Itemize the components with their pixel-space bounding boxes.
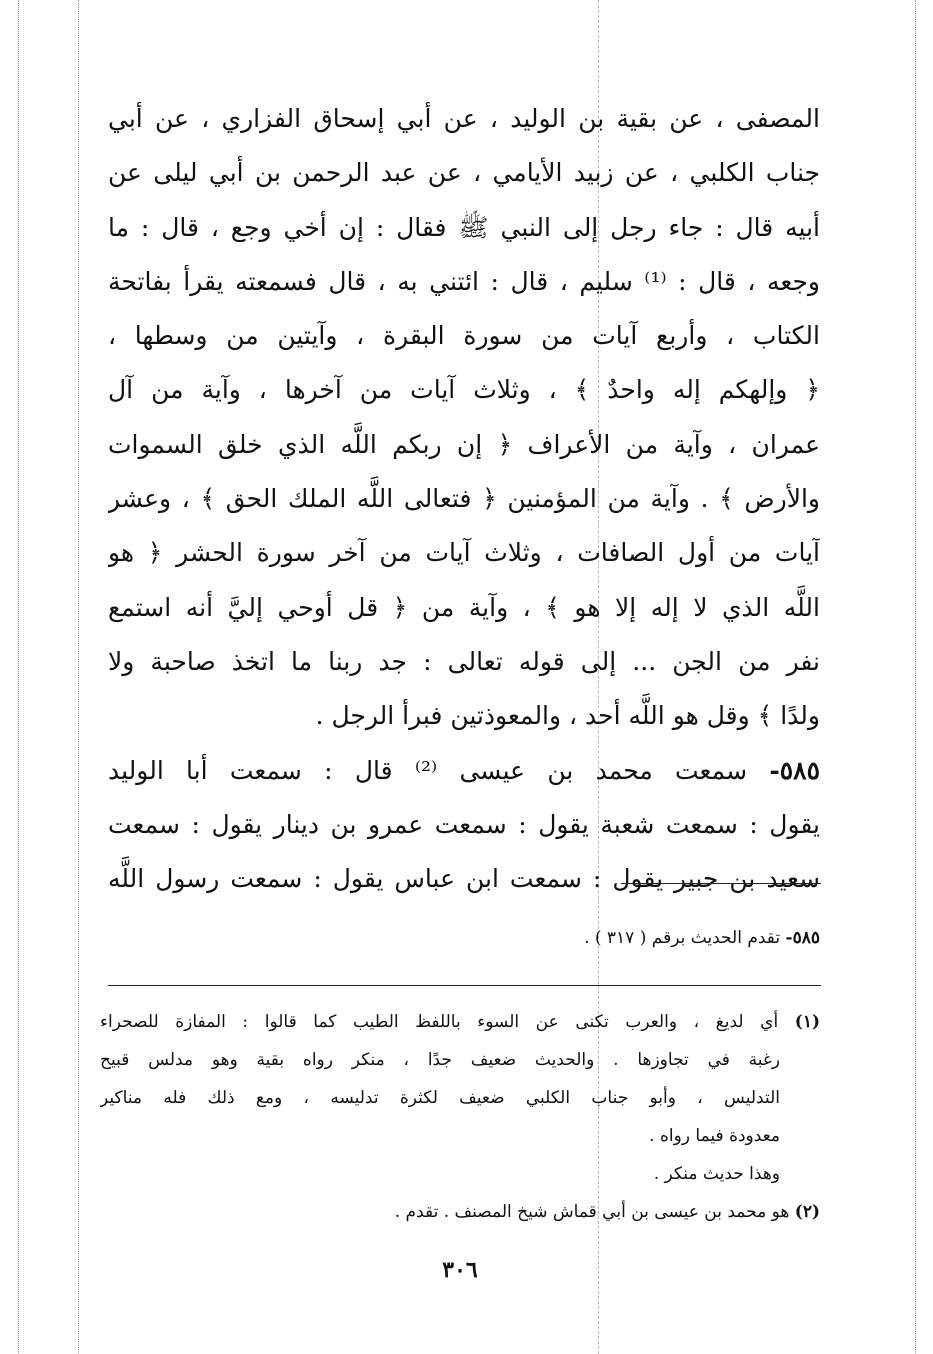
- text-line: عمران ، وآية من الأعراف ﴿ إن ربكم اللَّه الذي خلق السموات: [108, 429, 820, 459]
- hadith-line-text: سمعت محمد بن عيسى ⁽²⁾ قال : سمعت أبا الوليد: [108, 755, 748, 785]
- footnote-1-marker: (١): [794, 1012, 820, 1032]
- text-line: ﴿ وإلهكم إله واحدٌ ﴾ ، وثلاث آيات من آخرها ، وآية من آل: [108, 375, 820, 405]
- footnote-1-extra: وهذا حديث منكر .: [653, 1164, 780, 1184]
- right-margin-line: [915, 0, 916, 1354]
- hadith-note: [108, 920, 820, 956]
- left-margin-line: [18, 0, 19, 1354]
- left-inner-margin-line: [78, 0, 79, 1354]
- page-number: ٣٠٦: [442, 1257, 478, 1283]
- text-line: سعيد بن جبير يقول : سمعت ابن عباس يقول : سمعت رسول اللَّه: [108, 864, 820, 894]
- text-line: وجعه ، قال : ⁽¹⁾ سليم ، قال : ائتني به ، قال فسمعته يقرأ بفاتحة: [108, 266, 820, 296]
- hadith-note-divider: [621, 883, 821, 884]
- text-line: نفر من الجن ... إلى قوله تعالى : جد ربنا ما اتخذ صاحبة ولا: [108, 646, 820, 676]
- footnote-2-marker: (٢): [794, 1202, 820, 1222]
- hadith-note-text: تقدم الحديث برقم ( ٣١٧ ) .: [584, 928, 781, 948]
- text-line: آيات من أول الصافات ، وثلاث آيات من آخر سورة الحشر ﴿ هو: [108, 538, 820, 568]
- footnotes-divider: [108, 985, 821, 986]
- footnote-1-text: أي لديغ ، والعرب تكنى عن السوء باللفظ الطيب كما قالوا : المفازة للصحراء: [100, 1012, 779, 1032]
- footnotes: [100, 1003, 820, 1231]
- main-text: [108, 92, 820, 906]
- hadith-first-line: [108, 744, 820, 798]
- footnote-2-text: هو محمد بن عيسى بن أبي قماش شيخ المصنف . تقدم .: [394, 1202, 790, 1222]
- text-line: المصفى ، عن بقية بن الوليد ، عن أبي إسحاق الفزاري ، عن أبي: [108, 104, 820, 133]
- text-line: جناب الكلبي ، عن زبيد الأيامي ، عن عبد الرحمن بن أبي ليلى عن: [108, 158, 820, 188]
- text-line: أبيه قال : جاء رجل إلى النبي ﷺ فقال : إن أخي وجع ، قال : ما: [108, 212, 820, 242]
- text-line: اللَّه الذي لا إله إلا هو ﴾ ، وآية من ﴿ قل أوحي إليَّ أنه استمع: [108, 592, 820, 622]
- text-line: يقول : سمعت شعبة يقول : سمعت عمرو بن دينار يقول : سمعت: [108, 809, 820, 839]
- text-line: ولدًا ﴾ وقل هو اللَّه أحد ، والمعوذتين فبرأ الرجل .: [315, 701, 820, 731]
- footnote-1-line: التدليس ، وأبو جناب الكلبي ضعيف لكثرة تدليسه ، ومع ذلك فله مناكير: [100, 1088, 780, 1108]
- text-line: الكتاب ، وأربع آيات من سورة البقرة ، وآيتين من وسطها ،: [108, 321, 820, 351]
- footnote-2-line: [100, 1193, 820, 1231]
- hadith-number: ٥٨٥-: [769, 755, 820, 785]
- text-line: والأرض ﴾ . وآية من المؤمنين ﴿ فتعالى اللَّه الملك الحق ﴾ ، وعشر: [108, 484, 820, 514]
- footnote-1-line: رغبة في تجاوزها . والحديث ضعيف جدًا ، منكر رواه بقية وهو مدلس قبيح: [100, 1050, 780, 1070]
- hadith-note-number: ٥٨٥-: [785, 928, 820, 948]
- footnote-1-line: معدودة فيما رواه .: [649, 1126, 780, 1146]
- footnote-1-line: [100, 1003, 820, 1041]
